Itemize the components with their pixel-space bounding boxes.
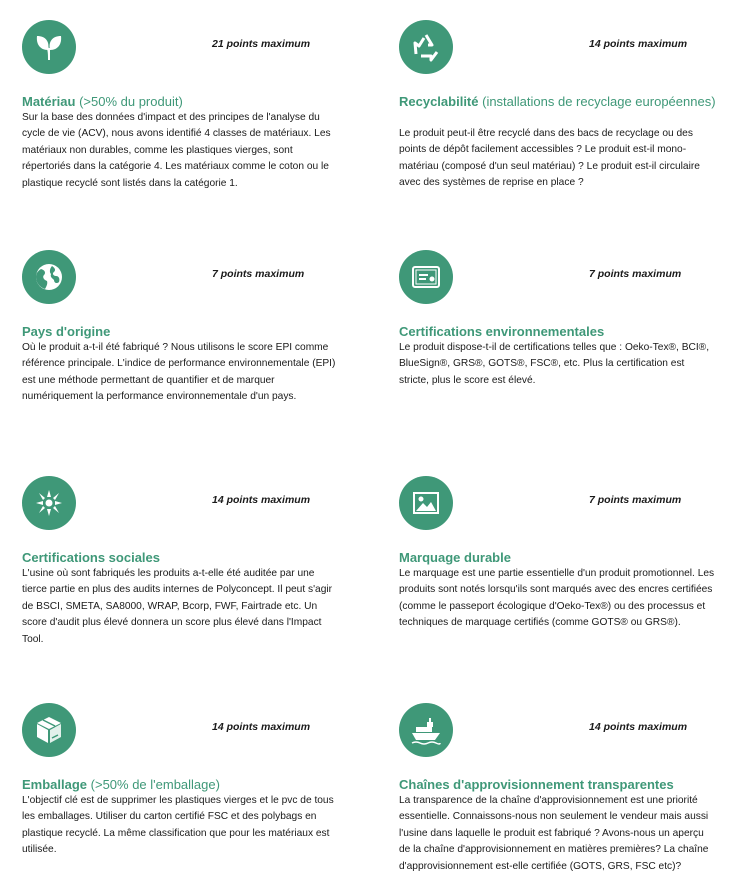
card-description: Sur la base des données d'impact et des principes de l'analyse du cycle de vie (ACV), nous avons identifié 4 classes de matériaux. Les matériaux non durables, comme les plastiques vierges, sont répertoriés dans la catégorie 4. Les matériaux comme le coton ou le plastique recyclé sont listés dans la catégorie 1.: [22, 112, 331, 189]
card-description: L'objectif clé est de supprimer les plastiques vierges et le pvc de tous les emballages. Utiliser du carton certifié FSC et des polybags en plastique recyclé. La même classification que pour les matériaux est utilisée.: [22, 795, 334, 856]
card-description: L'usine où sont fabriqués les produits a-t-elle été auditée par une tierce partie en plus des audits internes de Polyconcept. Il peut s'agir de BSCI, SMETA, SA8000, WRAP, Bcorp, FWF, Fairtrade etc. Un score d'audit plus élevé donnera un score plus élevé dans l'Impact Tool.: [22, 568, 333, 645]
card-title: Recyclabilité (installations de recyclage européennes): [399, 94, 716, 109]
points-label: 7 points maximum: [589, 268, 682, 280]
card-title: Matériau (>50% du produit): [22, 94, 183, 109]
ship-icon: [399, 703, 453, 757]
card-title: Emballage (>50% de l'emballage): [22, 777, 220, 792]
points-label: 14 points maximum: [212, 494, 311, 506]
globe-icon: [22, 250, 76, 304]
card-title: Certifications environnementales: [399, 324, 605, 339]
certificate-icon: [399, 250, 453, 304]
points-label: 14 points maximum: [589, 721, 688, 733]
points-label: 14 points maximum: [212, 721, 311, 733]
points-label: 7 points maximum: [589, 494, 682, 506]
leaf-icon: [22, 20, 76, 74]
image-icon: [399, 476, 453, 530]
box-icon: [22, 703, 76, 757]
card-description: La transparence de la chaîne d'approvisionnement est une priorité essentielle. Connaissons-nous non seulement le vendeur mais aussi l'usine dans laquelle le produit est fabriqué ? Avons-nous un aperçu de la chaîne d'approvisionnement en matières premières? La chaîne d'approvisionnement est-elle certifiée (GOTS, GRS, FSC etc)?: [399, 795, 709, 872]
card-description: Le produit dispose-t-il de certifications telles que : Oeko-Tex®, BCI®, BlueSign®, GRS®, GOTS®, FSC®, etc. Plus la certification est stricte, plus le score est élevé.: [399, 342, 710, 386]
points-label: 14 points maximum: [589, 38, 688, 50]
points-label: 21 points maximum: [212, 38, 311, 50]
recycle-icon: [399, 20, 453, 74]
card-title: Chaînes d'approvisionnement transparentes: [399, 777, 674, 792]
card-description: Où le produit a-t-il été fabriqué ? Nous utilisons le score EPI comme référence principale. L'indice de performance environnementale (EPI) est une méthode permettant de quantifier et de marquer numériquement la performance environnementale d'un pays.: [22, 342, 336, 403]
card-title: Marquage durable: [399, 550, 511, 565]
points-label: 7 points maximum: [212, 268, 305, 280]
card-description: Le produit peut-il être recyclé dans des bacs de recyclage ou des points de dépôt facilement accessibles ? Le produit est-il mono-matériau (composé d'un seul matériau) ? Le produit est-il circulaire avec des systèmes de reprise en place ?: [399, 128, 700, 189]
card-description: Le marquage est une partie essentielle d'un produit promotionnel. Les produits sont notés lorsqu'ils sont marqués avec des encres certifiées (comme le passeport écologique d'Oeko-Tex®) ou des processus et techniques de marquage certifiés (comme GOTS® ou GRS®).: [399, 568, 715, 629]
hands-icon: [22, 476, 76, 530]
card-title: Certifications sociales: [22, 550, 160, 565]
card-title: Pays d'origine: [22, 324, 111, 339]
